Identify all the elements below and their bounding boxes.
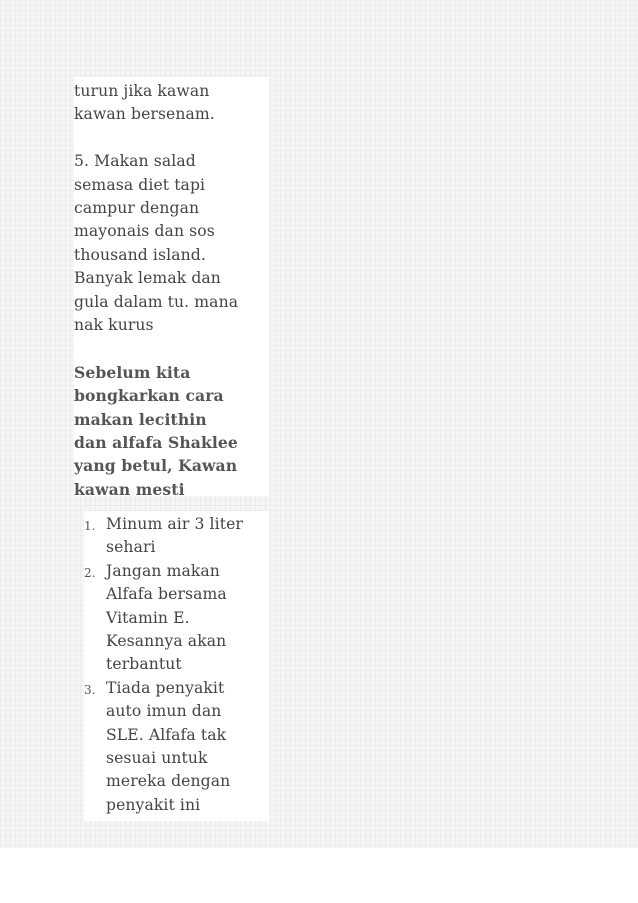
text-line: turun jika kawan (74, 82, 210, 100)
heading-line: yang betul, Kawan (74, 456, 238, 476)
intro-paragraph (74, 80, 269, 127)
text-line: 5. Makan salad (74, 152, 196, 171)
text-line: terbantut (106, 655, 182, 674)
heading-line: makan lecithin (74, 409, 207, 429)
heading-line: kawan mesti (74, 479, 185, 499)
text-line: sehari (106, 538, 156, 557)
text-line: mereka dengan (106, 772, 231, 791)
text-line: auto imun dan (106, 702, 222, 721)
text-line: kawan bersenam. (74, 105, 215, 124)
text-line: Kesannya akan (106, 632, 227, 651)
text-line: Jangan makan (106, 561, 220, 580)
text-line: nak kurus (74, 316, 154, 335)
text-line: Vitamin E. (106, 608, 190, 627)
heading-line: dan alfafa Shaklee (74, 433, 238, 453)
text-line: sesuai untuk (106, 749, 208, 768)
list-item (84, 513, 269, 560)
text-line: campur dengan (74, 199, 200, 218)
list-number: 2. (84, 565, 96, 580)
list-item (84, 677, 269, 817)
tip-5-paragraph (74, 150, 269, 337)
heading-line: Sebelum kita (74, 362, 191, 382)
text-line: thousand island. (74, 245, 206, 264)
text-line: Minum air 3 liter (106, 515, 243, 533)
text-line: Banyak lemak dan (74, 269, 221, 288)
list-number: 1. (84, 519, 96, 533)
numbered-list-block (84, 511, 269, 821)
text-line: mayonais dan sos (74, 222, 215, 241)
numbered-list (84, 513, 269, 817)
text-block (74, 77, 269, 499)
text-line: gula dalam tu. mana (74, 292, 239, 311)
list-number: 3. (84, 682, 96, 697)
text-line: Tiada penyakit (106, 678, 225, 697)
text-line: SLE. Alfafa tak (106, 725, 227, 744)
text-line: semasa diet tapi (74, 175, 206, 194)
list-item (84, 560, 269, 677)
text-line: Alfafa bersama (106, 585, 227, 604)
section-heading (74, 361, 269, 501)
text-line: penyakit ini (106, 795, 201, 814)
heading-line: bongkarkan cara (74, 386, 224, 406)
